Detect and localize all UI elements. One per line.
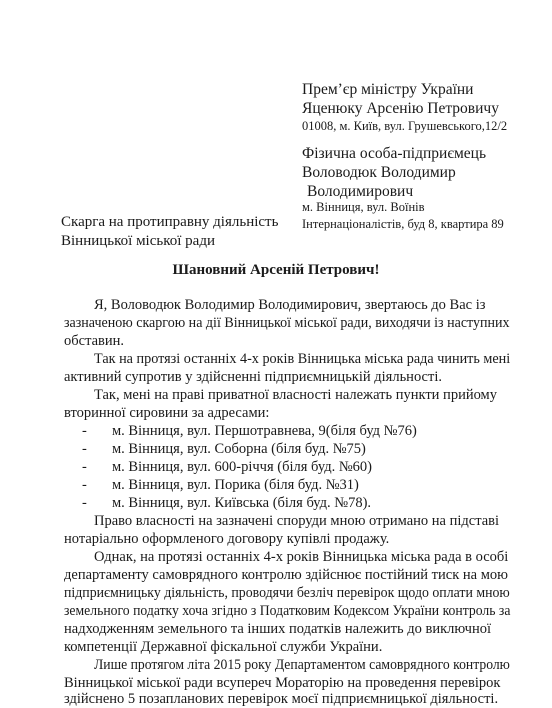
sender-address-line-2: Інтернаціоналістів, буд 8, квартира 89 [302,217,504,231]
paragraph-2-line-1: Так на протязі останніх 4-х років Вінницька міська рада чинить мені [94,351,511,367]
paragraph-5-line-6: компетенції Державної фіскальної служби України. [64,639,383,655]
recipient-line-2: Яценюку Арсенію Петровичу [302,100,499,117]
list-dash: - [82,423,87,439]
address-list-item [82,494,371,512]
paragraph-5-line-3: підприємницьку діяльність, проводячи безліч перевірок щодо оплати мною [64,585,510,601]
paragraph-6-line-2: Вінницької міської ради всупереч Мораторію на проведення перевірок [64,675,501,691]
subject-line-2: Вінницької міської ради [61,233,215,249]
paragraph-4-line-2: нотаріально оформленого договору купівлі продажу. [64,531,390,547]
sender-status: Фізична особа-підприємець [302,145,487,162]
paragraph-1-line-2: зазначеною скаргою на дії Вінницької міської ради, виходячи із наступних [64,315,510,331]
address-list-item [82,476,359,494]
paragraph-5-line-5: надходженням земельного та інших податків належить до виключної [64,621,491,637]
list-dash: - [82,477,87,493]
address-text: м. Вінниця, вул. Київська (біля буд. №78). [112,495,372,511]
recipient-line-1: Прем’єр міністру України [302,81,474,98]
address-text: м. Вінниця, вул. Соборна (біля буд. №75) [112,441,366,457]
address-list-item [82,458,372,476]
paragraph-2-line-2: активний супротив у здійсненні підприємницькій діяльності. [64,369,442,385]
address-list-item [82,422,417,440]
address-text: м. Вінниця, вул. 600-річчя (біля буд. №60) [112,459,372,475]
address-list-item [82,440,366,458]
paragraph-4-line-1: Право власності на зазначені споруди мною отримано на підставі [94,513,500,529]
list-dash: - [82,459,87,475]
paragraph-6-line-1: Лише протягом літа 2015 року Департаментом самоврядного контролю [94,657,510,673]
paragraph-5-line-4: земельного податку хоча згідно з Податковим Кодексом України контроль за [64,603,511,619]
subject-line-1: Скарга на протиправну діяльність [61,214,279,230]
paragraph-5-line-1: Однак, на протязі останніх 4-х років Вінницька міська рада в особі [94,549,509,565]
paragraph-3-line-2: вторинної сировини за адресами: [64,405,270,421]
sender-name-line-1: Воловодюк Володимир [302,164,456,181]
list-dash: - [82,441,87,457]
paragraph-1-line-3: обставин. [64,333,125,349]
paragraph-1-line-1: Я, Воловодюк Володимир Володимирович, звертаюсь до Вас із [94,297,486,313]
paragraph-3-line-1: Так, мені на праві приватної власності належать пункти прийому [94,387,497,403]
recipient-address: 01008, м. Київ, вул. Грушевського,12/2 [302,119,508,133]
list-dash: - [82,495,87,511]
greeting-heading: Шановний Арсеній Петрович! [172,262,380,278]
address-text: м. Вінниця, вул. Першотравнева, 9(біля буд №76) [112,423,417,439]
sender-address-line-1: м. Вінниця, вул. Воїнів [302,200,425,214]
sender-name-line-2: Володимирович [307,183,414,200]
address-text: м. Вінниця, вул. Порика (біля буд. №31) [112,477,359,493]
paragraph-6-line-3: здійснено 5 позапланових перевірок моєї підприємницької діяльності. [64,691,499,707]
paragraph-5-line-2: департаменту самоврядного контролю здійснює постійний тиск на мою [64,567,508,583]
